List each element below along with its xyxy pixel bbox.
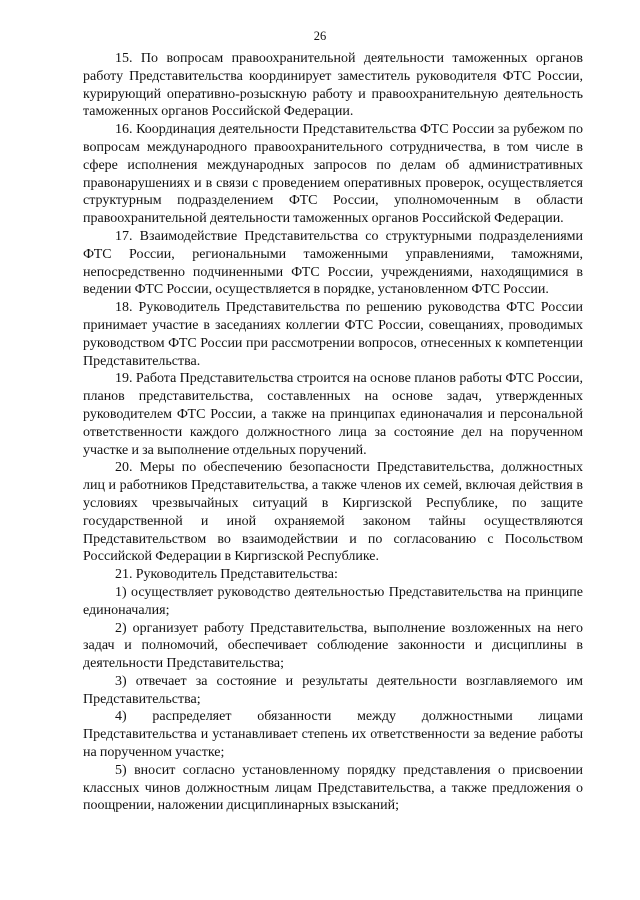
- list-item-1: 1) осуществляет руководство деятельностью Представительства на принципе единоначалия;: [83, 584, 583, 618]
- paragraph-19: 19. Работа Представительства строится на основе планов работы ФТС России, планов представительства, составленных на основе задач, утвержденных руководителем ФТС России, а также на принципах единоначалия и персональной ответственности каждого должностного лица за состояние дел на порученном участке и за выполнение отдельных поручений.: [83, 371, 583, 458]
- paragraph-17: 17. Взаимодействие Представительства со структурными подразделениями ФТС России, региональными таможенными управлениями, таможнями, непосредственно подчиненными ФТС России, учреждениями, находящимися в ведении ФТС России, осуществляется в порядке, установленном ФТС России.: [83, 228, 583, 298]
- list-item-4: 4) распределяет обязанности между должностными лицами Представительства и устанавливает степень их ответственности за ведение работы на порученном участке;: [83, 709, 583, 761]
- list-item-2: 2) организует работу Представительства, выполнение возложенных на него задач и полномочий, обеспечивает соблюдение законности и дисциплины в деятельности Представительства;: [83, 620, 583, 672]
- paragraph-20: 20. Меры по обеспечению безопасности Представительства, должностных лиц и работников Представительства, а также членов их семей, включая действия в условиях чрезвычайных ситуаций в Киргизской Республике, по защите государственной и иной охраняемой законом тайны осуществляются Представительством во взаимодействии и по согласованию с Посольством Российской Федерации в Киргизской Республике.: [83, 460, 583, 565]
- document-body: [83, 50, 583, 815]
- paragraph-21-heading: 21. Руководитель Представительства:: [115, 567, 338, 583]
- list-item-5: 5) вносит согласно установленному порядку представления о присвоении классных чинов должностным лицам Представительства, а также предложения о поощрении, наложении дисциплинарных взысканий;: [83, 762, 583, 814]
- page-number: 26: [313, 29, 327, 43]
- list-item-3: 3) отвечает за состояние и результаты деятельности возглавляемого им Представительства;: [83, 673, 583, 707]
- paragraph-18: 18. Руководитель Представительства по решению руководства ФТС России принимает участие в заседаниях коллегии ФТС России, совещаниях, проводимых руководством ФТС России при рассмотрении вопросов, отнесенных к компетенции Представительства.: [83, 300, 583, 369]
- paragraph-15: 15. По вопросам правоохранительной деятельности таможенных органов работу Представительства координирует заместитель руководителя ФТС России, курирующий оперативно-розыскную работу и правоохранительную деятельность таможенных органов Российской Федерации.: [83, 51, 583, 120]
- paragraph-16: 16. Координация деятельности Представительства ФТС России за рубежом по вопросам международного правоохранительного сотрудничества, в том числе в сфере исполнения международных запросов по делам об административных правонарушениях и в связи с проведением оперативных проверок, осуществляется структурным подразделением ФТС России, уполномоченным в области правоохранительной деятельности таможенных органов Российской Федерации.: [83, 122, 583, 227]
